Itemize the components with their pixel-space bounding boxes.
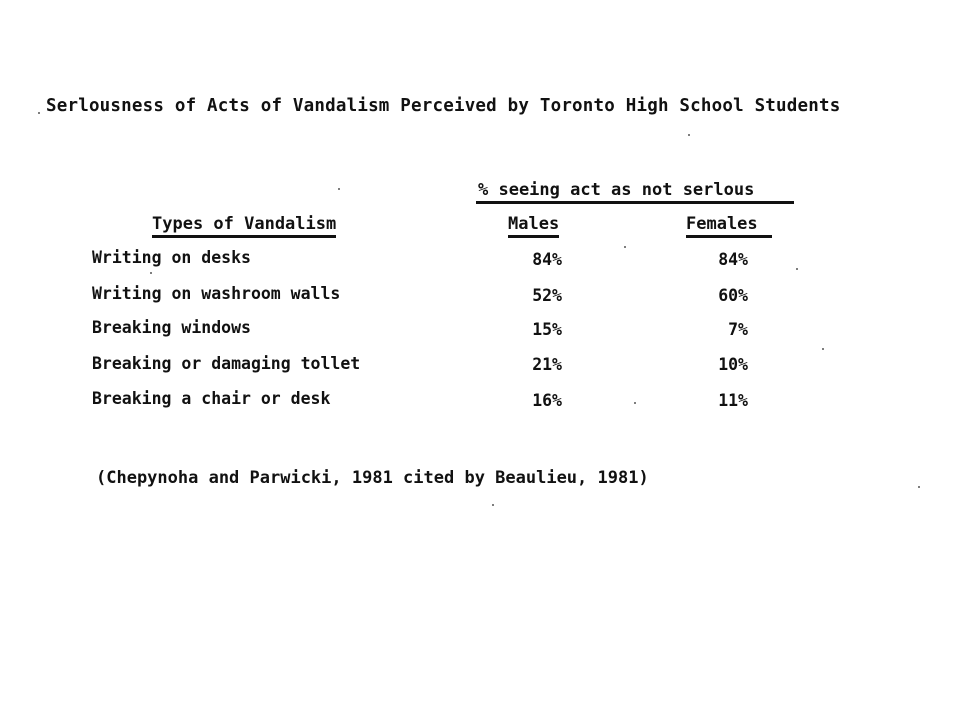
females-value: 7% [728, 320, 748, 339]
row-label: Breaking a chair or desk [92, 389, 331, 408]
document-title: Serlousness of Acts of Vandalism Perceived by Toronto High School Students [46, 96, 841, 116]
group-header: % seeing act as not serlous [478, 180, 755, 200]
males-value: 84% [532, 250, 562, 269]
males-value: 16% [532, 391, 562, 410]
citation: (Chepynoha and Parwicki, 1981 cited by Beaulieu, 1981) [96, 468, 649, 488]
scan-speck [918, 486, 920, 488]
scan-speck [338, 188, 340, 190]
scan-speck [796, 268, 798, 270]
column-header-type: Types of Vandalism [152, 214, 336, 238]
scan-speck [688, 134, 690, 136]
column-header-males: Males [508, 214, 559, 238]
scan-speck [492, 504, 494, 506]
males-value: 21% [532, 355, 562, 374]
females-value: 11% [718, 391, 748, 410]
row-label: Writing on washroom walls [92, 284, 341, 303]
scan-speck [634, 402, 636, 404]
scan-speck [38, 112, 40, 114]
females-value: 84% [718, 250, 748, 269]
females-value: 60% [718, 286, 748, 305]
column-header-females: Females [686, 214, 772, 238]
scan-speck [150, 272, 152, 274]
scan-speck [624, 246, 626, 248]
scan-speck [822, 348, 824, 350]
row-label: Breaking or damaging tollet [92, 354, 361, 373]
group-header-underline [476, 201, 794, 204]
row-label: Writing on desks [92, 248, 251, 267]
females-value: 10% [718, 355, 748, 374]
males-value: 52% [532, 286, 562, 305]
males-value: 15% [532, 320, 562, 339]
row-label: Breaking windows [92, 318, 251, 337]
